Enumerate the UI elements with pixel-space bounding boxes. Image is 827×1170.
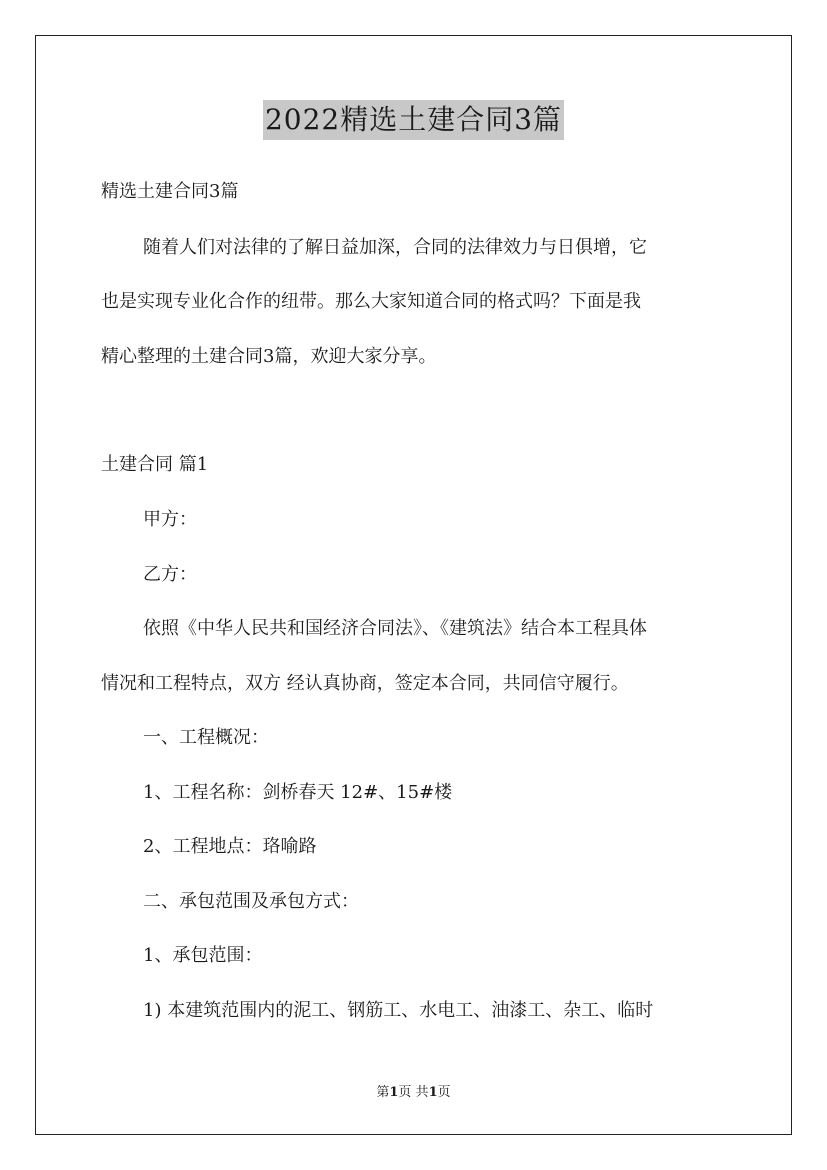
clause-heading: 二、承包范围及承包方式： — [143, 891, 359, 912]
title-area — [0, 100, 827, 140]
clause-item: 1) 本建筑范围内的泥工、钢筋工、水电工、油漆工、杂工、临时 — [143, 1000, 654, 1021]
subtitle-line: 精选土建合同3篇 — [101, 181, 239, 202]
party-a-line: 甲方： — [143, 509, 197, 530]
paragraph-line: 依照《中华人民共和国经济合同法》、《建筑法》结合本工程具体 — [143, 618, 647, 639]
page-footer — [0, 1083, 827, 1103]
clause-item: 2、工程地点：珞喻路 — [143, 836, 317, 857]
page-label-suffix: 页 — [437, 1085, 451, 1100]
clause-item: 1、承包范围： — [143, 945, 263, 966]
clause-heading: 一、工程概况： — [143, 727, 269, 748]
page-label-mid: 页 共 — [398, 1085, 429, 1100]
paragraph-line: 情况和工程特点，双方 经认真协商，签定本合同，共同信守履行。 — [101, 673, 629, 694]
page-total: 1 — [428, 1085, 438, 1100]
paragraph-line: 精心整理的土建合同3篇，欢迎大家分享。 — [101, 346, 437, 367]
document-title: 2022精选土建合同3篇 — [263, 100, 564, 140]
page-label-prefix: 第 — [376, 1085, 390, 1100]
paragraph-line: 随着人们对法律的了解日益加深，合同的法律效力与日俱增，它 — [143, 237, 647, 258]
paragraph-line: 也是实现专业化合作的纽带。那么大家知道合同的格式吗？下面是我 — [101, 291, 641, 312]
party-b-line: 乙方： — [143, 564, 197, 585]
page-current: 1 — [389, 1085, 399, 1100]
clause-item: 1、工程名称：剑桥春天 12#、15#楼 — [143, 782, 453, 803]
section-heading: 土建合同 篇1 — [101, 454, 209, 475]
